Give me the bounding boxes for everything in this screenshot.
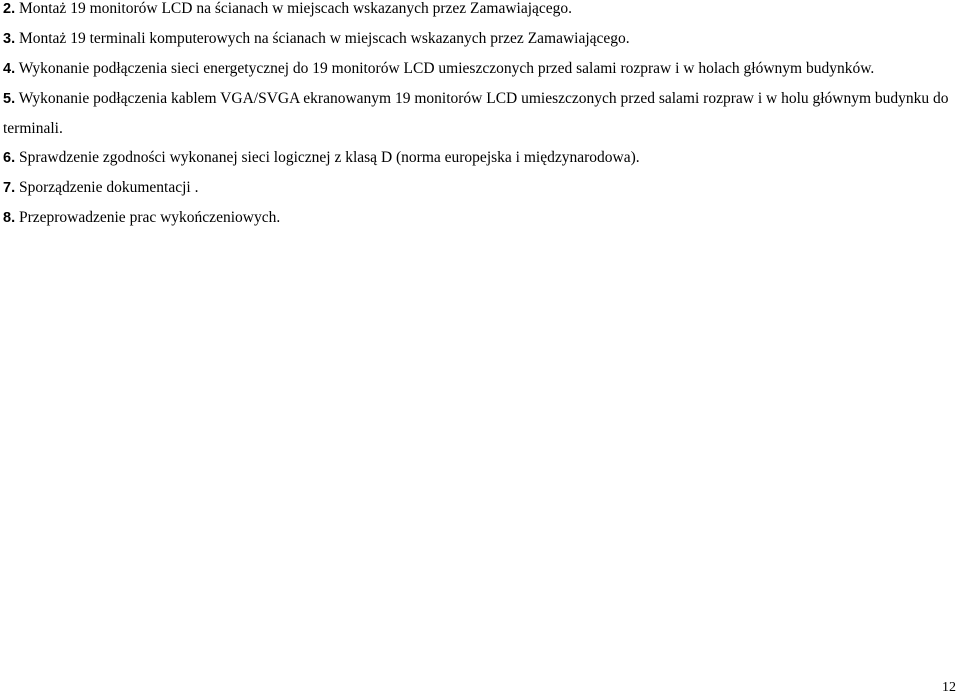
list-item (3, 203, 957, 233)
list-item-text: Montaż 19 monitorów LCD na ścianach w miejscach wskazanych przez Zamawiającego. (15, 0, 573, 17)
list-item (3, 173, 957, 203)
list-item-text: Przeprowadzenie prac wykończeniowych. (15, 209, 281, 226)
list-item-number: 6. (3, 150, 16, 166)
list-item-number: 2. (3, 1, 16, 17)
list-item (3, 143, 957, 173)
list-item (3, 0, 957, 24)
list-item (3, 24, 957, 54)
list-item (3, 84, 957, 143)
list-item-number: 3. (3, 31, 16, 47)
list-item-text: Sprawdzenie zgodności wykonanej sieci logicznej z klasą D (norma europejska i międzynarodowa). (15, 149, 640, 166)
list-item-text: Wykonanie podłączenia kablem VGA/SVGA ekranowanym 19 monitorów LCD umieszczonych przed salami rozpraw i w holu głównym budynku do terminali. (3, 90, 949, 137)
page-number: 12 (942, 680, 956, 695)
list-item-number: 4. (3, 61, 16, 77)
list-item-text: Montaż 19 terminali komputerowych na ścianach w miejscach wskazanych przez Zamawiającego. (15, 30, 630, 47)
list-item-number: 7. (3, 180, 16, 196)
list-item-number: 5. (3, 91, 16, 107)
list-item-number: 8. (3, 210, 16, 226)
list-item-text: Sporządzenie dokumentacji . (15, 179, 199, 196)
task-list (3, 0, 957, 233)
list-item-text: Wykonanie podłączenia sieci energetycznej do 19 monitorów LCD umieszczonych przed salami rozpraw i w holach głównym budynków. (15, 60, 875, 77)
list-item (3, 54, 957, 84)
